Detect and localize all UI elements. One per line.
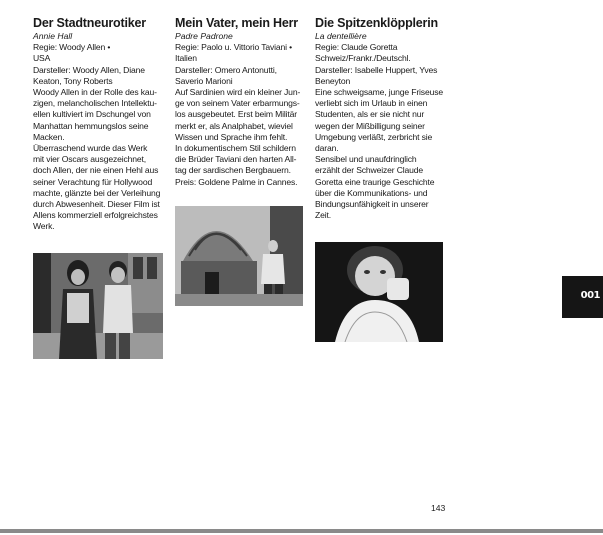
film-title: Der Stadtneurotiker — [33, 16, 146, 30]
text-line: Italien — [175, 53, 197, 64]
text-line: Preis: Goldene Palme in Cannes. — [175, 176, 298, 187]
page-number: 143 — [431, 503, 446, 513]
original-title: La dentellière — [315, 31, 367, 41]
text-line: mit vier Oscars ausgezeichnet, — [33, 154, 146, 165]
film-entry-padre-padrone — [175, 16, 309, 188]
text-line: machte, glänzte bei der Verleihung — [33, 187, 161, 198]
text-line: Regie: Claude Goretta — [315, 42, 398, 53]
film-title: Mein Vater, mein Herr — [175, 16, 298, 30]
text-line: Beneyton — [315, 75, 351, 86]
text-line: Allens kommerziell erfolgreichstes — [33, 210, 158, 221]
text-line: durch Abwesenheit. Dieser Film ist — [33, 199, 160, 210]
text-line: Macken. — [33, 131, 65, 142]
text-line: Saverio Marioni — [175, 75, 233, 86]
text-line: zigen, melancholischen Intellektu- — [33, 98, 157, 109]
text-line: Sensibel und unaufdringlich — [315, 154, 417, 165]
text-line: Keaton, Tony Roberts — [33, 75, 113, 86]
text-line: daran. — [315, 143, 339, 154]
text-line: wegen der Mißbilligung seiner — [315, 120, 425, 131]
text-line: Darsteller: Isabelle Huppert, Yves — [315, 64, 438, 75]
original-title: Annie Hall — [33, 31, 73, 41]
text-line: die Brüder Taviani den harten All- — [175, 154, 297, 165]
text-line: USA — [33, 53, 51, 64]
film-entry-dentelliere — [315, 16, 447, 221]
text-line: seiner Verachtung für Hollywood — [33, 176, 153, 187]
text-line: über die Kommunikations- und — [315, 187, 428, 198]
text-line: Regie: Paolo u. Vittorio Taviani • — [175, 42, 293, 53]
film-title: Die Spitzenklöpplerin — [315, 16, 438, 30]
section-tab — [562, 276, 603, 318]
film-still-padre-padrone — [175, 206, 303, 306]
text-line: Eine schweigsame, junge Friseuse — [315, 87, 443, 98]
film-entry-stadtneurotiker — [33, 16, 167, 233]
original-title: Padre Padrone — [175, 31, 233, 41]
text-line: merkt er, als Analphabet, wieviel — [175, 120, 293, 131]
text-line: Manhattan hemmungslos seine — [33, 120, 149, 131]
text-line: erzählt der Schweizer Claude — [315, 165, 424, 176]
text-line: Darsteller: Omero Antonutti, — [175, 64, 277, 75]
text-line: In dokumentischem Stil schildern — [175, 143, 296, 154]
text-line: Studenten, als er sie nicht nur — [315, 109, 425, 120]
text-line: Schweiz/Frankr./Deutschl. — [315, 53, 411, 64]
text-line: Auf Sardinien wird ein kleiner Jun- — [175, 87, 301, 98]
bottom-rule — [0, 529, 603, 533]
text-line: los ausgebeutet. Erst beim Militär — [175, 109, 297, 120]
text-line: Umgebung verläßt, zerbricht sie — [315, 131, 433, 142]
text-line: Regie: Woody Allen • — [33, 42, 111, 53]
section-tab-label: 001 — [580, 290, 600, 301]
text-line: ellen kultiviert im Dschungel von — [33, 109, 151, 120]
text-line: Woody Allen in der Rolle des kau- — [33, 87, 157, 98]
text-line: doch Allen, der nie einen Hehl aus — [33, 165, 159, 176]
text-line: Goretta eine traurige Geschichte — [315, 176, 435, 187]
text-line: Zeit. — [315, 210, 331, 221]
text-line: Darsteller: Woody Allen, Diane — [33, 64, 145, 75]
text-line: ge von seinem Vater erbarmungs- — [175, 98, 300, 109]
text-line: Bindungsunfähigkeit in unserer — [315, 199, 429, 210]
film-still-annie-hall — [33, 253, 163, 359]
text-line: Wissen und Sprache ihm fehlt. — [175, 131, 288, 142]
text-line: Überraschend wurde das Werk — [33, 143, 148, 154]
text-line: verliebt sich im Urlaub in einen — [315, 98, 428, 109]
text-line: Werk. — [33, 221, 55, 232]
text-line: tag der sardischen Bergbauern. — [175, 165, 291, 176]
film-still-dentelliere — [315, 242, 443, 342]
